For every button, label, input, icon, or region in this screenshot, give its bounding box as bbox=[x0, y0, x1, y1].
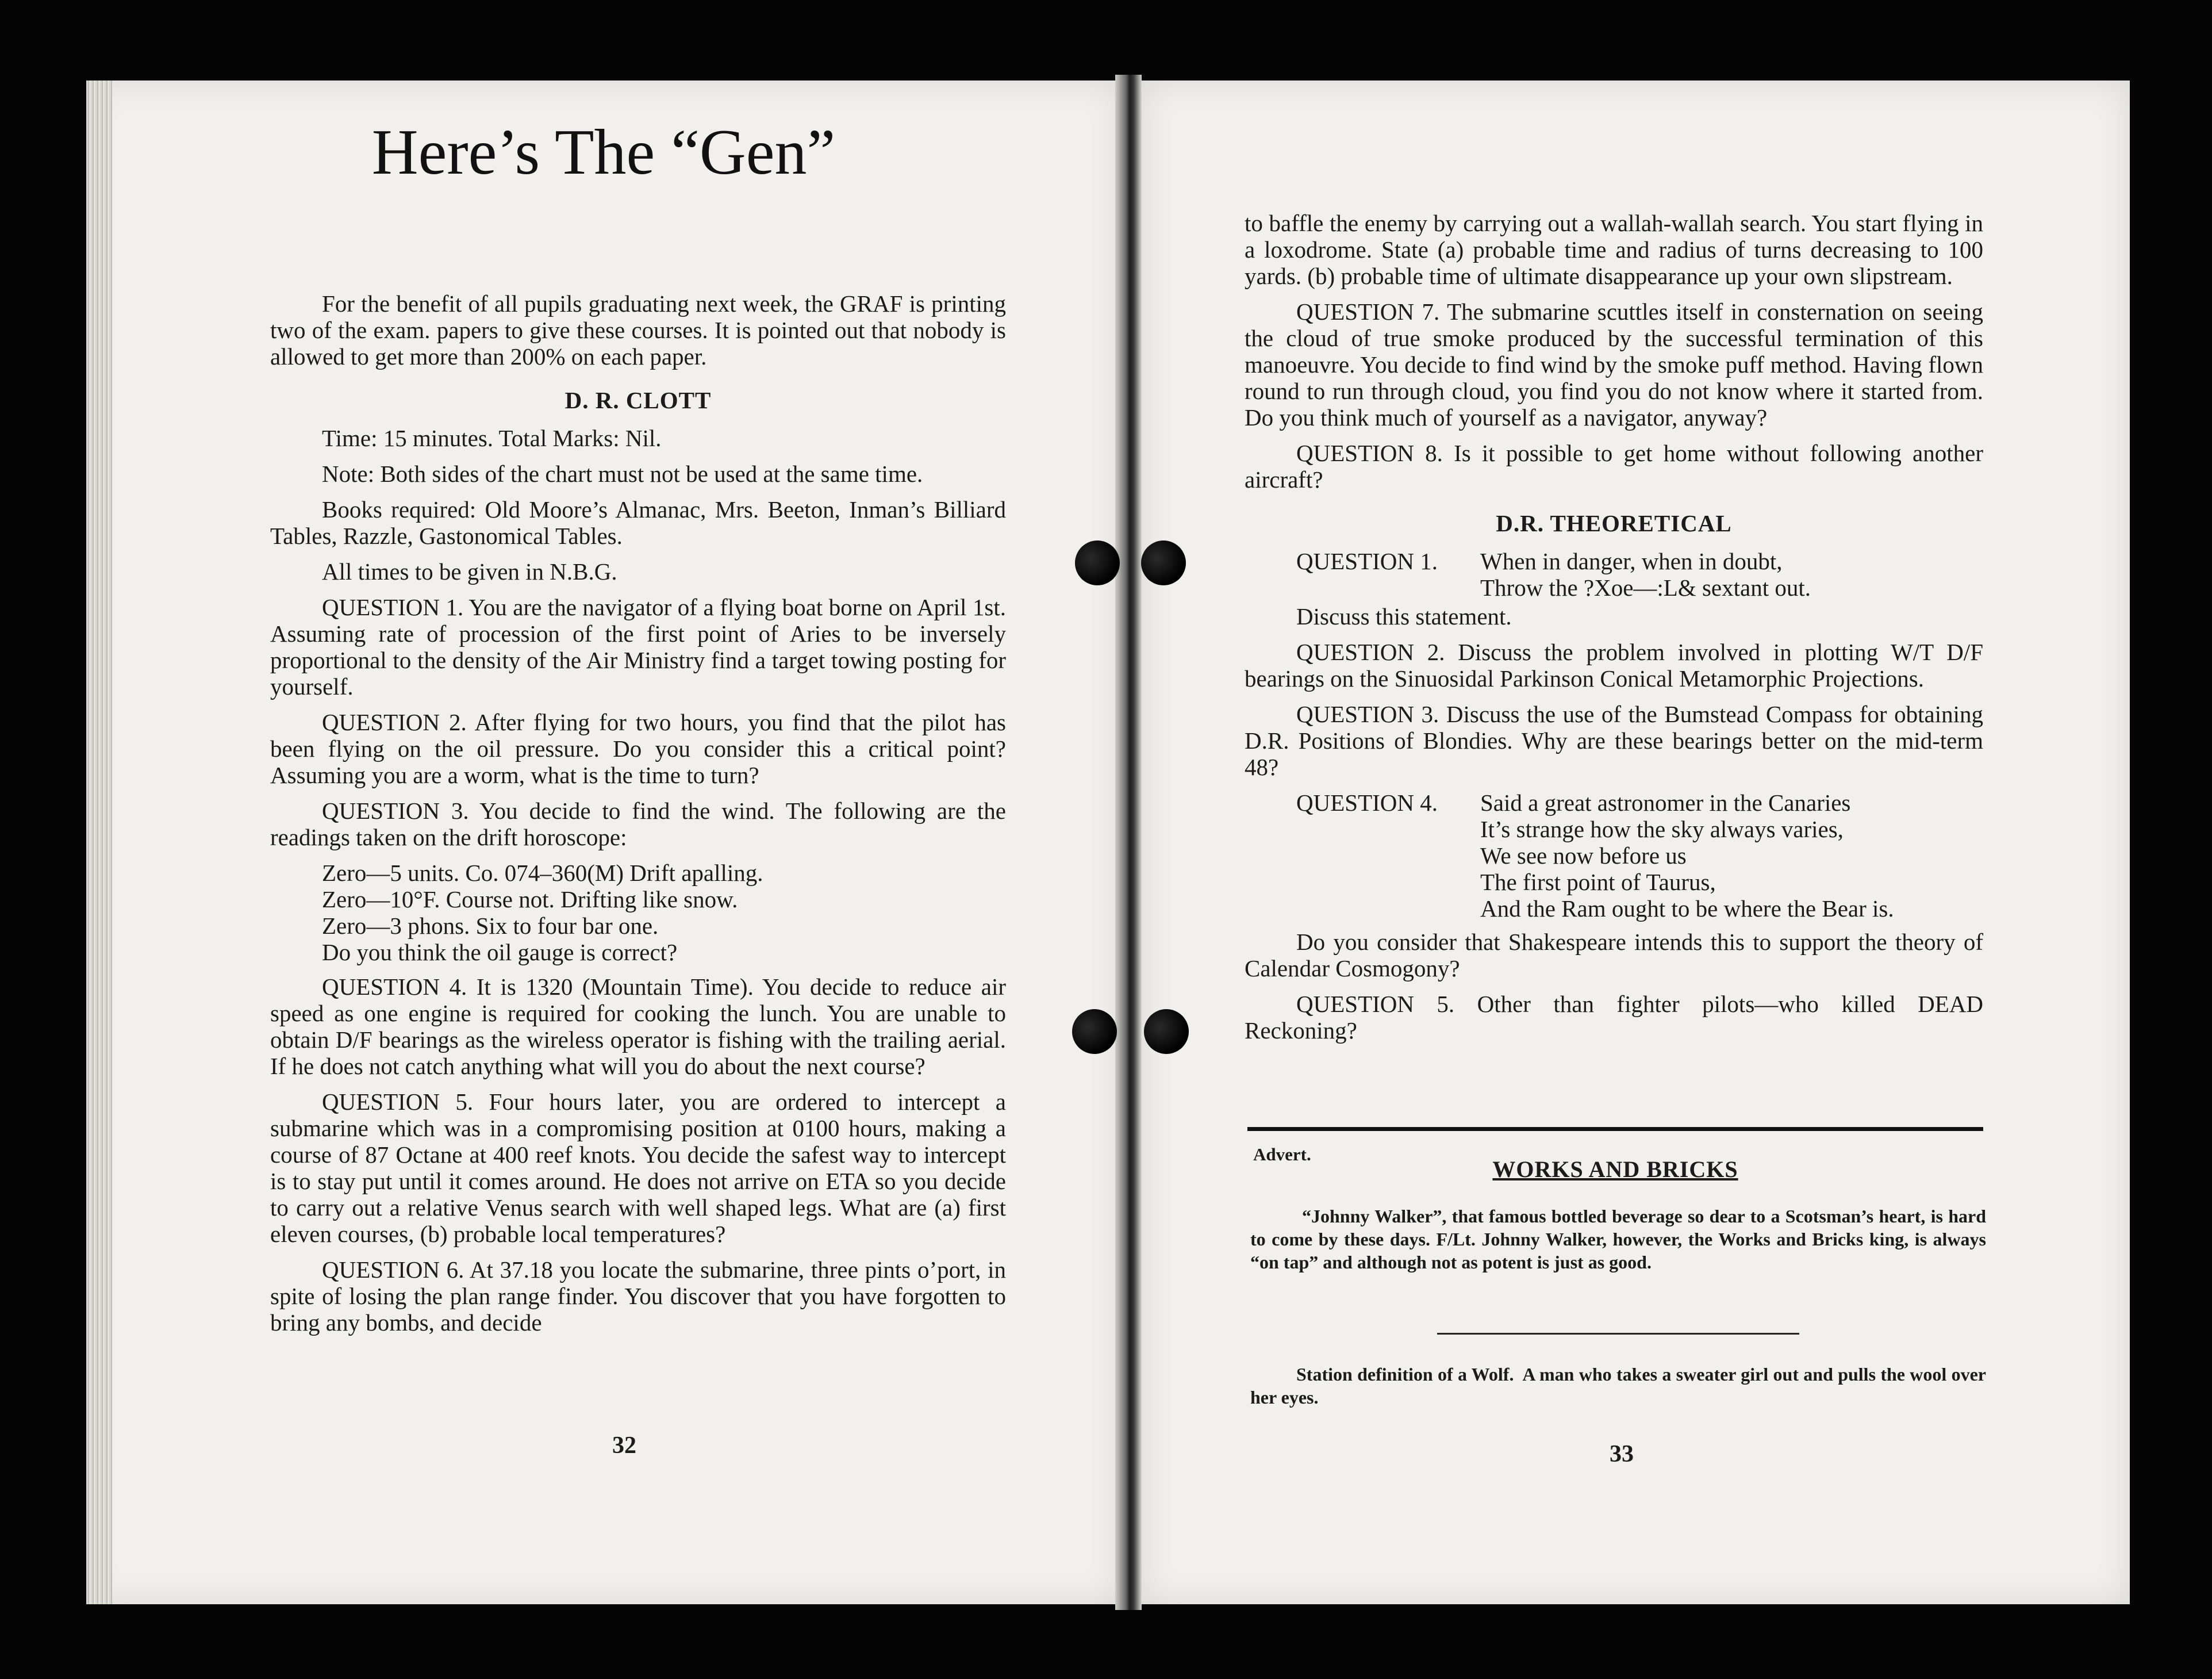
advert-body bbox=[1250, 1205, 1986, 1274]
note-line: Note: Both sides of the chart must not be used at the same time. bbox=[322, 461, 923, 487]
discuss-line: Discuss this statement. bbox=[1296, 603, 1512, 630]
question-2: QUESTION 2. After flying for two hours, you find that the pilot has been flying on the oil pressure. Do you consider this a critical point? Assuming you are a worm, what is the time to turn? bbox=[270, 709, 1006, 788]
punch-hole bbox=[1141, 540, 1186, 585]
verse-line: The first point of Taurus, bbox=[1480, 869, 1716, 895]
advert-title: WORKS AND BRICKS bbox=[1492, 1156, 1738, 1182]
left-column bbox=[270, 290, 1006, 1345]
page-number: 32 bbox=[612, 1432, 636, 1459]
page-number: 33 bbox=[1610, 1441, 1634, 1467]
verse-line: And the Ram ought to be where the Bear is. bbox=[1480, 895, 1894, 922]
question-8: QUESTION 8. Is it possible to get home without following another aircraft? bbox=[1245, 440, 1983, 493]
question-7: QUESTION 7. The submarine scuttles itself in consternation on seeing the cloud of true smoke produced by the successful termination of this manoeuvre. You decide to find wind by the smoke puff method. Having flown round to run through cloud, you find you do not know where it started from. Do you think much of yourself as a navigator, anyway? bbox=[1245, 298, 1983, 431]
verse bbox=[1480, 548, 1983, 601]
page-edges bbox=[86, 80, 112, 1604]
book-spine bbox=[1115, 75, 1142, 1610]
wolf-definition bbox=[1250, 1363, 1986, 1409]
theory-question-1 bbox=[1245, 548, 1983, 601]
advert-label: Advert. bbox=[1253, 1144, 1311, 1164]
drift-readings bbox=[270, 860, 1006, 965]
question-label: QUESTION 1. bbox=[1296, 548, 1438, 574]
right-column bbox=[1245, 210, 1983, 1053]
times-line: All times to be given in N.B.G. bbox=[322, 558, 617, 585]
divider bbox=[1437, 1333, 1799, 1335]
verse-line: We see now before us bbox=[1480, 842, 1687, 869]
wolf-paragraph bbox=[1250, 1363, 1986, 1409]
continued-paragraph: to baffle the enemy by carrying out a wallah-wallah search. You start flying in a loxodrome. State (a) probable time and radius of turns decreasing to 100 yards. (b) probable time of ultimate disappearance up your own slipstream. bbox=[1245, 210, 1983, 289]
punch-hole bbox=[1144, 1009, 1189, 1054]
verse-line: It’s strange how the sky always varies, bbox=[1480, 816, 1844, 842]
reading-line: Do you think the oil gauge is correct? bbox=[322, 939, 678, 965]
wolf-heading: Station definition of a Wolf. bbox=[1296, 1364, 1514, 1385]
punch-hole bbox=[1072, 1009, 1117, 1054]
intro-paragraph: For the benefit of all pupils graduating next week, the GRAF is printing two of the exam. papers to give these courses. It is pointed out that nobody is allowed to get more than 200% on each paper. bbox=[270, 290, 1006, 370]
question-3: QUESTION 3. You decide to find the wind. The following are the readings taken on the drift horoscope: bbox=[270, 798, 1006, 850]
reading-line: Zero—10°F. Course not. Drifting like snow. bbox=[322, 886, 738, 913]
section-heading: D. R. CLOTT bbox=[564, 387, 712, 413]
question-4: QUESTION 4. It is 1320 (Mountain Time). You decide to reduce air speed as one engine is required for cooking the lunch. You are unable to obtain D/F bearings as the wireless operator is fishing with the trailing aerial. If he does not catch anything what will you do about the next course? bbox=[270, 973, 1006, 1079]
discuss-line: Do you consider that Shakespeare intends this to support the theory of Calendar Cosmogony? bbox=[1245, 929, 1983, 982]
section-heading: D.R. THEORETICAL bbox=[1496, 510, 1732, 536]
verse-line: When in danger, when in doubt, bbox=[1480, 548, 1783, 574]
question-6: QUESTION 6. At 37.18 you locate the submarine, three pints o’port, in spite of losing the plan range finder. You discover that you have forgotten to bring any bombs, and decide bbox=[270, 1256, 1006, 1336]
question-5: QUESTION 5. Four hours later, you are ordered to intercept a submarine which was in a compromising position at 0100 hours, making a course of 87 Octane at 400 reef knots. You decide the safest way to intercept is to stay put until it comes around. He does not arrive on ETA so you decide to carry out a relative Venus search with well shaped legs. What are (a) first eleven courses, (b) probable local temperatures? bbox=[270, 1088, 1006, 1247]
time-line: Time: 15 minutes. Total Marks: Nil. bbox=[322, 425, 662, 451]
reading-line: Zero—3 phons. Six to four bar one. bbox=[322, 913, 659, 939]
verse-line: Said a great astronomer in the Canaries bbox=[1480, 789, 1851, 816]
divider bbox=[1247, 1127, 1983, 1131]
verse bbox=[1480, 789, 1983, 922]
punch-hole bbox=[1075, 540, 1120, 585]
question-label: QUESTION 4. bbox=[1296, 789, 1438, 816]
reading-line: Zero—5 units. Co. 074–360(M) Drift apalling. bbox=[322, 860, 763, 886]
advert-text: “Johnny Walker”, that famous bottled beverage so dear to a Scotsman’s heart, is hard to come by these days. F/Lt. Johnny Walker, however, the Works and Bricks king, is always “on tap” and although not as potent is just as good. bbox=[1250, 1206, 1986, 1272]
question-1: QUESTION 1. You are the navigator of a flying boat borne on April 1st. Assuming rate of procession of the first point of Aries to be inversely proportional to the density of the Air Ministry find a target towing posting for yourself. bbox=[270, 594, 1006, 700]
wolf-text: A man who takes a sweater girl out and pulls the wool over her eyes. bbox=[1250, 1364, 1987, 1408]
theory-question-2: QUESTION 2. Discuss the problem involved in plotting W/T D/F bearings on the Sinuosidal Parkinson Conical Metamorphic Projections. bbox=[1245, 639, 1983, 692]
books-line: Books required: Old Moore’s Almanac, Mrs. Beeton, Inman’s Billiard Tables, Razzle, Gastonomical Tables. bbox=[270, 496, 1006, 549]
theory-question-3: QUESTION 3. Discuss the use of the Bumstead Compass for obtaining D.R. Positions of Blondies. Why are these bearings better on the mid-term 48? bbox=[1245, 701, 1983, 780]
verse-line: Throw the ?Xoe—:L& sextant out. bbox=[1480, 574, 1811, 601]
page-title: Here’s The “Gen” bbox=[371, 117, 836, 188]
theory-question-4 bbox=[1245, 789, 1983, 922]
theory-question-5: QUESTION 5. Other than fighter pilots—who killed DEAD Reckoning? bbox=[1245, 991, 1983, 1044]
